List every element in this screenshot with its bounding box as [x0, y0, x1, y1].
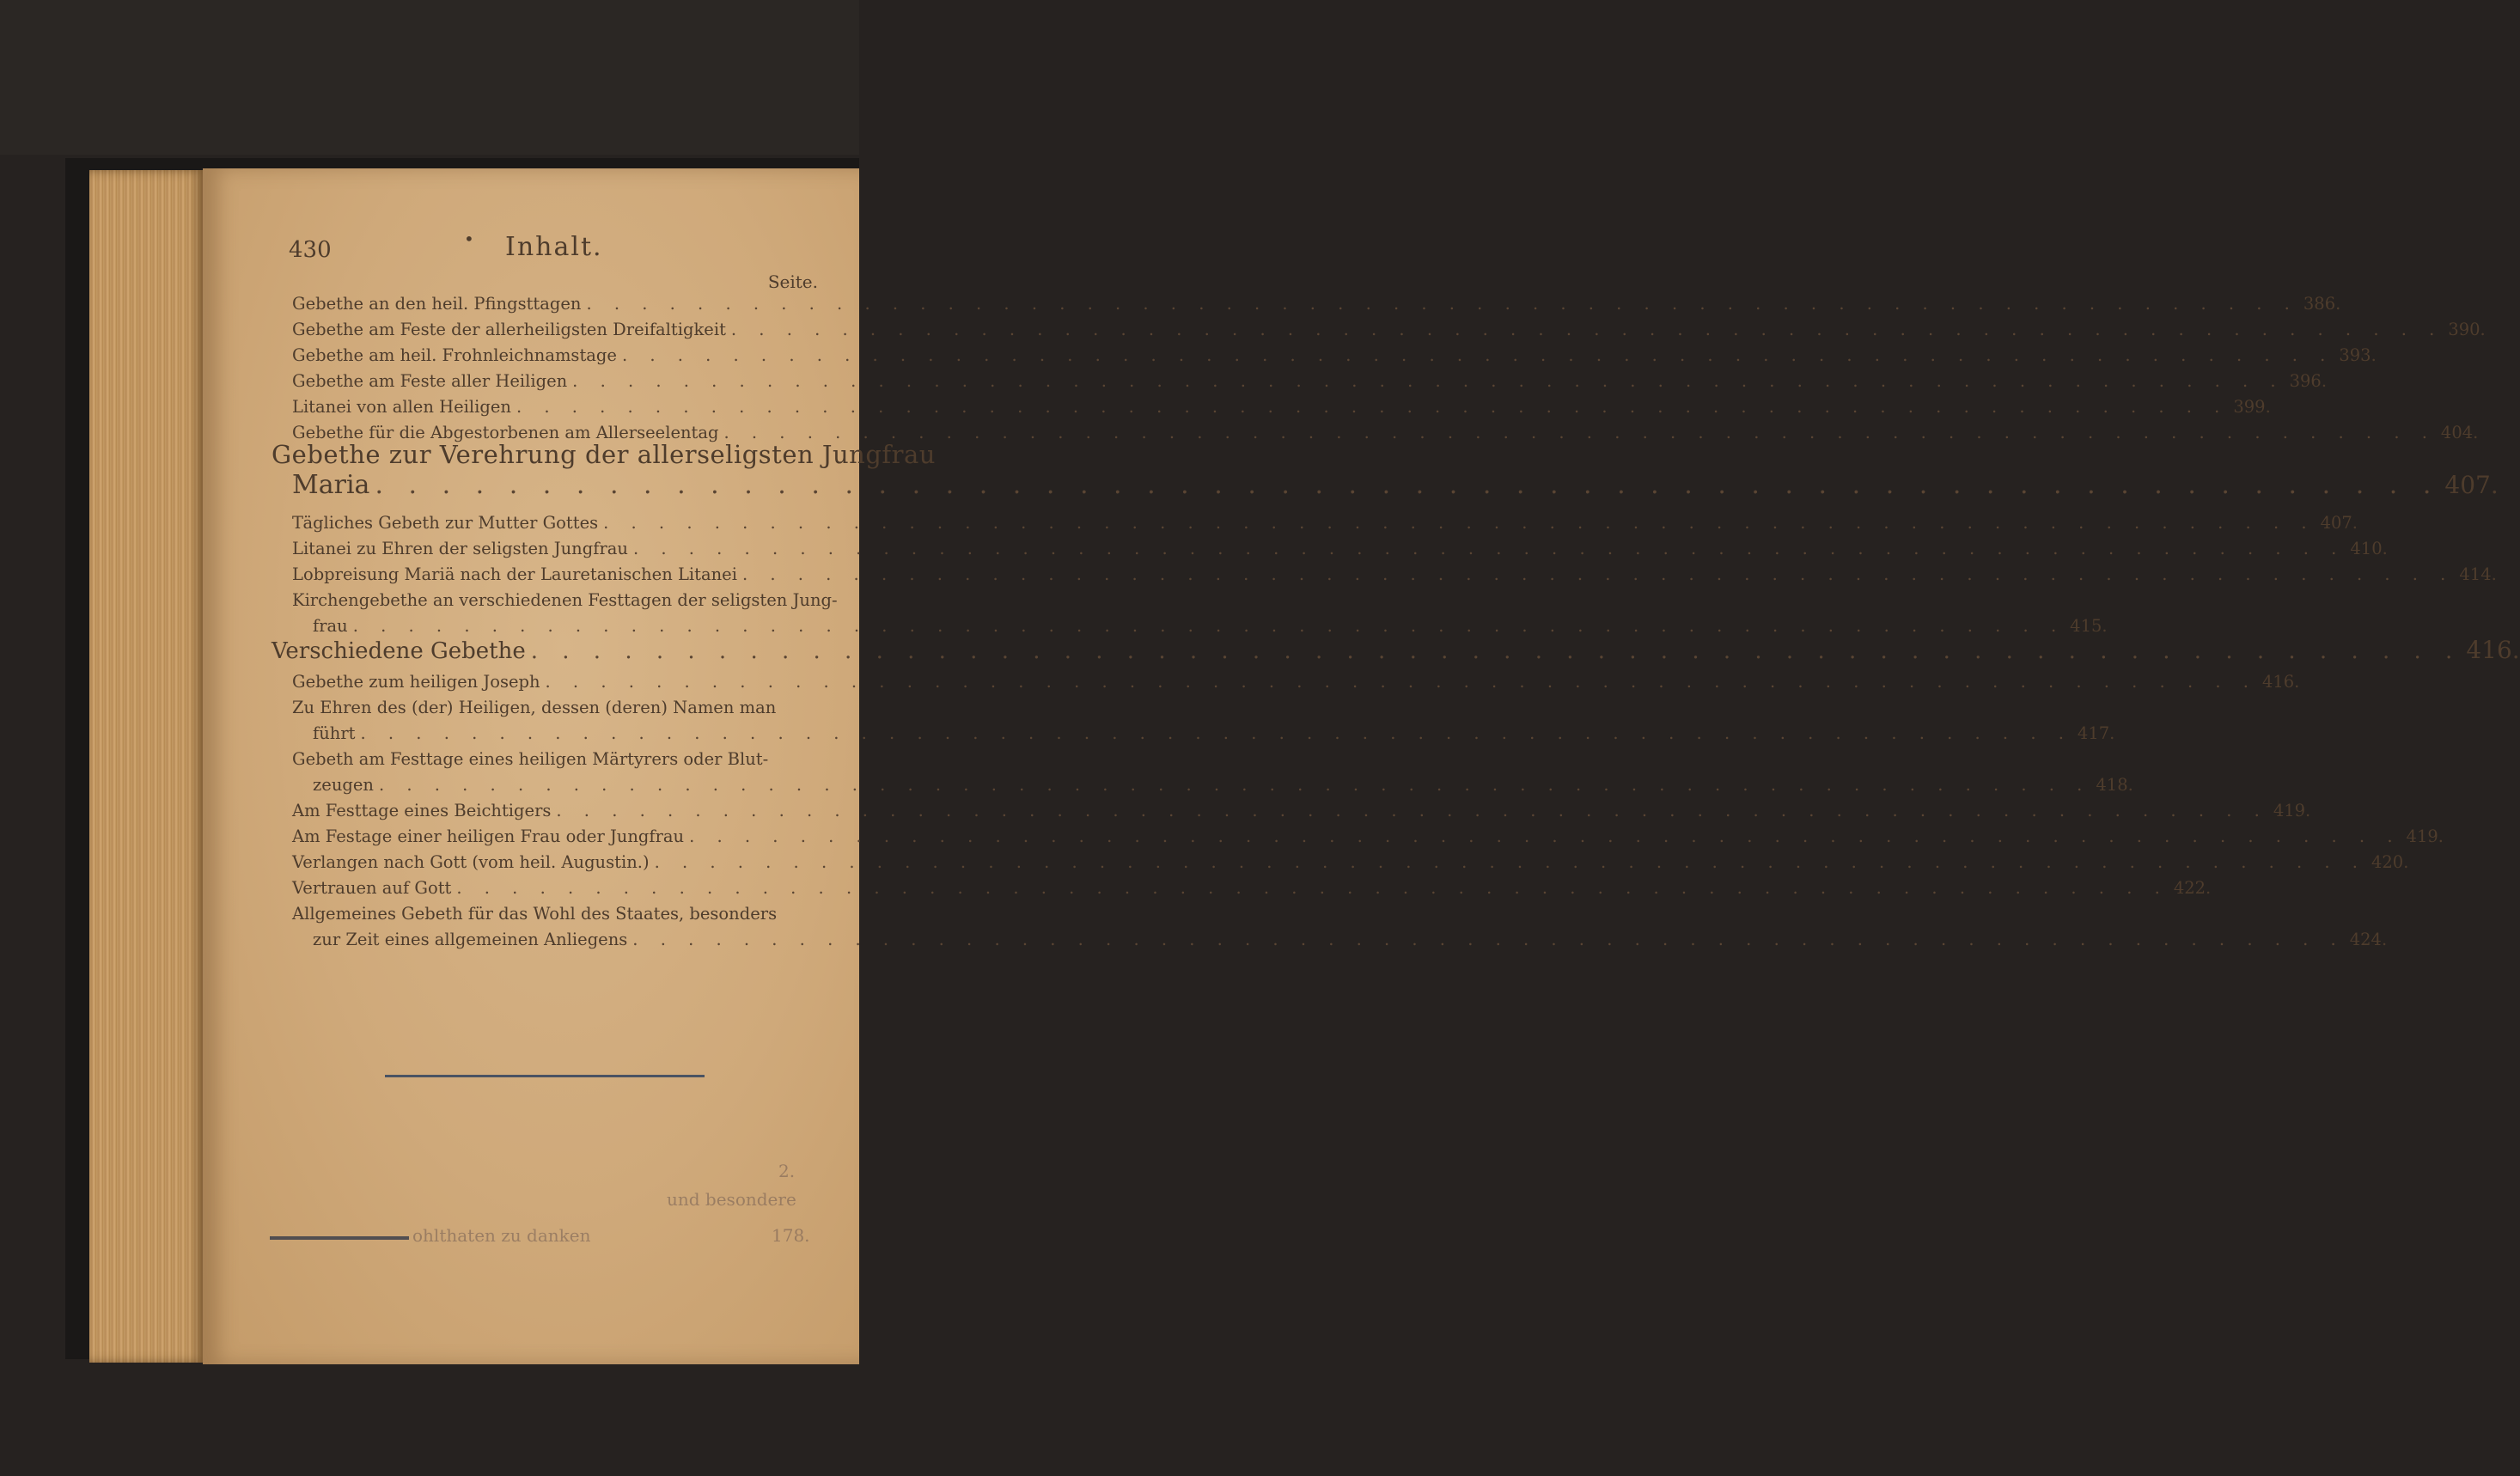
toc-entry-page: 418. [2096, 775, 2133, 795]
bleed-through-number: 2. [778, 1161, 796, 1181]
toc-entry [292, 345, 2377, 367]
backdrop [0, 0, 859, 155]
toc-entry-page: 424. [2349, 930, 2388, 949]
running-head: Inhalt. [505, 232, 603, 262]
printer-mark: • [464, 229, 474, 249]
toc-entry-title: Verlangen nach Gott (vom heil. Augustin.) [292, 852, 650, 872]
toc-entry-page: 390. [2448, 320, 2486, 339]
toc-entry-title: Lobpreisung Mariä nach der Lauretanischen Litanei [292, 564, 737, 584]
toc-entry-page: 420. [2371, 852, 2409, 872]
toc-entry-page: 414. [2459, 564, 2497, 584]
toc-entry-title: Tägliches Gebeth zur Mutter Gottes [292, 513, 599, 533]
toc-entry-page: 422. [2173, 878, 2212, 898]
toc-entry [292, 877, 2212, 900]
toc-entry [292, 671, 2300, 693]
toc-entry-page: 415. [2070, 616, 2108, 636]
page-edges [89, 170, 204, 1363]
toc-entry-title: frau [313, 616, 348, 636]
bleed-through-page: 178. [772, 1225, 810, 1246]
closing-rule [385, 1075, 705, 1077]
toc-entry-page: 416. [2261, 672, 2300, 692]
section-heading-verschiedene-title: Verschiedene Gebethe [272, 638, 526, 664]
toc-entry [292, 512, 2358, 534]
toc-entry [292, 851, 2409, 874]
toc-entry [292, 319, 2486, 341]
toc-entry-page: 396. [2289, 371, 2328, 391]
toc-entry [292, 538, 2388, 560]
seite-column-label: Seite. [767, 271, 818, 292]
toc-entry-title: Am Festage einer heiligen Frau oder Jungfrau [292, 826, 685, 846]
toc-entry-title: Gebethe am Feste der allerheiligsten Dreifaltigkeit [292, 320, 726, 339]
toc-entry-ehren [313, 723, 2115, 745]
toc-entry-page: 404. [2440, 423, 2479, 442]
toc-entry-title: Gebethe am Feste aller Heiligen [292, 371, 568, 391]
page-number: 430 [289, 237, 332, 263]
section-heading-verschiedene [272, 636, 2520, 664]
toc-entry-staates [313, 929, 2388, 951]
toc-entry-maertyrer [313, 774, 2133, 796]
toc-entry [292, 564, 2497, 586]
section-heading-maria: Gebethe zur Verehrung der allerseligsten Jungfrau [272, 440, 936, 469]
toc-entry-ehren-line1: Zu Ehren des (der) Heiligen, dessen (deren) Namen man [292, 698, 777, 717]
toc-entry-page: 386. [2303, 294, 2341, 314]
toc-entry-title: Gebethe zum heiligen Joseph [292, 672, 540, 692]
toc-entry-kirchengebethe [313, 615, 2108, 637]
toc-entry-title: zeugen [313, 775, 374, 795]
section-heading-maria-page: 407. [2444, 471, 2499, 499]
toc-entry [292, 396, 2271, 418]
toc-entry [292, 800, 2311, 822]
toc-entry-title: Litanei von allen Heiligen [292, 397, 511, 417]
toc-entry-title: Vertrauen auf Gott [292, 878, 452, 898]
toc-entry [292, 370, 2328, 393]
toc-entry-title: Gebethe am heil. Frohnleichnamstage [292, 345, 617, 365]
toc-entry-title: Gebethe für die Abgestorbenen am Allerseelentag [292, 423, 719, 442]
toc-entry-title: Litanei zu Ehren der seligsten Jungfrau [292, 539, 628, 558]
toc-entry-maertyrer-line1: Gebeth am Festtage eines heiligen Märtyrers oder Blut- [292, 749, 769, 769]
toc-entry-kirchengebethe-line1: Kirchengebethe an verschiedenen Festtagen der seligsten Jung- [292, 590, 838, 610]
toc-entry-page: 419. [2406, 826, 2444, 846]
bleed-through-rule [270, 1236, 409, 1240]
toc-entry [292, 826, 2444, 848]
toc-entry-page: 393. [2339, 345, 2377, 365]
toc-entry-title: Gebethe an den heil. Pfingsttagen [292, 294, 582, 314]
bleed-through-line1: und besondere [667, 1189, 796, 1210]
section-heading-maria-cont [272, 470, 2499, 500]
toc-entry-title: führt [313, 723, 356, 743]
toc-entry-page: 417. [2077, 723, 2115, 743]
section-heading-maria-line2: Maria [292, 470, 370, 500]
toc-entry-staates-line1: Allgemeines Gebeth für das Wohl des Staates, besonders [292, 904, 778, 924]
toc-entry-page: 399. [2233, 397, 2271, 417]
toc-entry-title: Am Festtage eines Beichtigers [292, 801, 552, 820]
toc-entry [292, 293, 2341, 315]
toc-entry-page: 410. [2350, 539, 2388, 558]
toc-entry-page: 419. [2273, 801, 2311, 820]
section-heading-verschiedene-page: 416. [2466, 636, 2520, 664]
toc-entry-title: zur Zeit eines allgemeinen Anliegens [313, 930, 628, 949]
book-page [203, 168, 2520, 1364]
toc-entry-page: 407. [2320, 513, 2358, 533]
bleed-through-line2: ohlthaten zu danken [412, 1225, 591, 1246]
